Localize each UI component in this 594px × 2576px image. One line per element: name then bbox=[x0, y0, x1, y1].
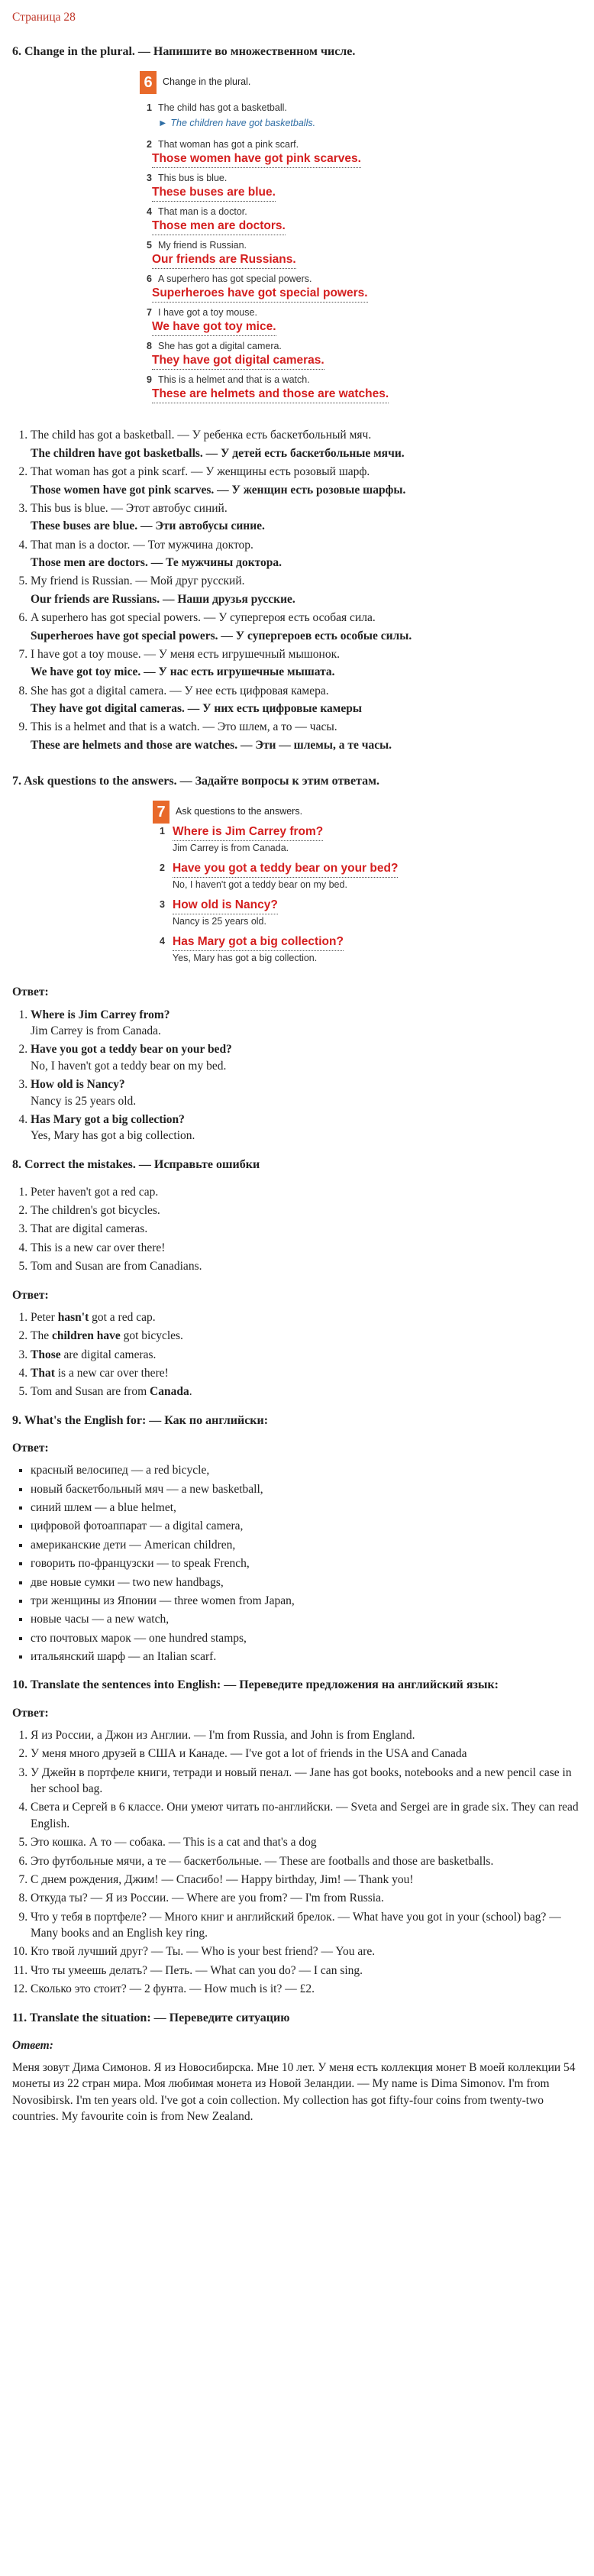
ex7-handwritten-question: Where is Jim Carrey from? bbox=[173, 824, 323, 840]
ex7-item-answer: Yes, Mary has got a big collection. bbox=[31, 1129, 195, 1143]
ex10-list bbox=[12, 1727, 583, 1998]
ex8-answer-list bbox=[12, 1309, 583, 1400]
ex6-item bbox=[31, 537, 583, 571]
ex6-item-answer: Those women have got pink scarves. — У женщин есть розовые шарфы. bbox=[31, 483, 406, 497]
ex8-answer-pre: Tom and Susan are from bbox=[31, 1385, 150, 1399]
ex7-book-answer: Nancy is 25 years old. bbox=[173, 916, 266, 927]
ex6-book-title: Change in the plural. bbox=[163, 76, 251, 88]
ex6-handwritten-answer: These buses are blue. bbox=[152, 184, 276, 201]
ex6-handwritten-answer: Superheroes have got special powers. bbox=[152, 285, 368, 302]
ex8-answer-label: Ответ: bbox=[12, 1288, 49, 1302]
ex8-answer-post: got bicycles. bbox=[120, 1329, 183, 1343]
ex9-item: ▪ сто почтовых марок — one hundred stamps, bbox=[31, 1630, 583, 1646]
ex10-item: 2. У меня много друзей в США и Канаде. — I've got a lot of friends in the USA and Canada bbox=[31, 1746, 583, 1762]
ex10-item: 6. Это футбольные мячи, а те — баскетбольные. — These are footballs and those are basketballs. bbox=[31, 1853, 583, 1869]
ex6-book-item-number: 5 bbox=[147, 240, 152, 251]
ex7-item-question: 2. Have you got a teddy bear on your bed? bbox=[31, 1043, 232, 1057]
ex7-book-item-number bbox=[153, 862, 171, 875]
ex7-item bbox=[31, 1112, 583, 1144]
ex6-book-item-number: 6 bbox=[147, 273, 152, 285]
ex7-book-item-number bbox=[153, 935, 171, 948]
ex10-item: 4. Света и Сергей в 6 классе. Они умеют читать по-английски. — Sveta and Sergei are in grade six. They can read English. bbox=[31, 1799, 583, 1832]
ex6-handwritten-answer: Those women have got pink scarves. bbox=[152, 150, 361, 167]
ex7-item-question: 4. Has Mary got a big collection? bbox=[31, 1112, 185, 1126]
ex6-item-line: 3. This bus is blue. — Этот автобус синий. bbox=[31, 501, 228, 515]
ex7-list bbox=[12, 1007, 583, 1144]
ex6-handwritten-answer: They have got digital cameras. bbox=[152, 352, 324, 369]
ex9-heading: 9. What's the English for: — Как по английски: bbox=[12, 1413, 269, 1427]
ex8-answer-item bbox=[31, 1309, 583, 1325]
ex6-item bbox=[31, 464, 583, 498]
ex7-book-number: 2 bbox=[160, 862, 165, 874]
ex6-item-answer: Our friends are Russians. — Наши друзья русские. bbox=[31, 592, 295, 606]
ex10-item: 5. Это кошка. А то — собака. — This is a cat and that's a dog bbox=[31, 1834, 583, 1850]
ex8-item: 4. This is a new car over there! bbox=[31, 1240, 583, 1256]
ex6-item bbox=[31, 427, 583, 461]
ex9-item: ▪ три женщины из Японии — three women from Japan, bbox=[31, 1593, 583, 1609]
ex10-item: 3. У Джейн в портфеле книги, тетради и новый пенал. — Jane has got books, notebooks and a new pencil case in her school bag. bbox=[31, 1765, 583, 1798]
ex9-item: ▪ цифровой фотоаппарат — a digital camera, bbox=[31, 1518, 583, 1534]
ex7-item-question: 3. How old is Nancy? bbox=[31, 1078, 125, 1092]
ex6-book-item bbox=[140, 239, 247, 252]
ex6-book-item bbox=[140, 172, 227, 185]
ex6-book-item-number: 8 bbox=[147, 341, 152, 352]
ex6-book-item-text: My friend is Russian. bbox=[158, 240, 247, 251]
ex6-heading: 6. Change in the plural. — Напишите во множественном числе. bbox=[12, 45, 356, 59]
ex7-book-number: 4 bbox=[160, 936, 165, 947]
ex6-book-item-1: 1 The child has got a basketball. bbox=[147, 102, 287, 114]
ex7-item-answer: No, I haven't got a teddy bear on my bed. bbox=[31, 1059, 227, 1073]
ex9-item: ▪ синий шлем — a blue helmet, bbox=[31, 1500, 583, 1516]
ex8-item: 2. The children's got bicycles. bbox=[31, 1202, 583, 1218]
ex8-answer-correction: Canada bbox=[150, 1385, 189, 1399]
ex8-answer-post: is a new car over there! bbox=[54, 1367, 169, 1380]
ex7-book-answer: No, I haven't got a teddy bear on my bed. bbox=[173, 879, 347, 891]
ex9-item: ▪ говорить по-французски — to speak French, bbox=[31, 1555, 583, 1571]
ex7-item bbox=[31, 1007, 583, 1040]
ex7-item bbox=[31, 1041, 583, 1074]
ex7-item-answer: Jim Carrey is from Canada. bbox=[31, 1024, 161, 1038]
ex11-heading: 11. Translate the situation: — Переведите ситуацию bbox=[12, 2011, 290, 2024]
ex6-book-item bbox=[140, 138, 299, 151]
ex7-book-item-number bbox=[153, 898, 171, 911]
ex10-item: 8. Откуда ты? — Я из России. — Where are you from? — I'm from Russia. bbox=[31, 1890, 583, 1906]
ex8-answer-post: . bbox=[189, 1385, 192, 1399]
ex7-book-number: 3 bbox=[160, 899, 165, 911]
ex7-item-question: 1. Where is Jim Carrey from? bbox=[31, 1008, 170, 1021]
ex7-answer-label: Ответ: bbox=[12, 985, 49, 999]
ex7-item-answer: Nancy is 25 years old. bbox=[31, 1094, 137, 1108]
ex6-item-line: 7. I have got a toy mouse. — У меня есть игрушечный мышонок. bbox=[31, 647, 340, 661]
ex6-item-line: 8. She has got a digital camera. — У нее есть цифровая камера. bbox=[31, 684, 329, 697]
ex7-book-number: 1 bbox=[160, 826, 165, 837]
ex6-item bbox=[31, 646, 583, 681]
ex6-item-answer: These are helmets and those are watches. — Эти — шлемы, а те часы. bbox=[31, 738, 392, 752]
ex8-answer-pre: Peter bbox=[31, 1310, 58, 1324]
ex9-item: ▪ американские дети — American children, bbox=[31, 1537, 583, 1553]
ex10-item: 11. Что ты умеешь делать? — Петь. — What can you do? — I can sing. bbox=[31, 1963, 583, 1979]
ex6-textbook-panel bbox=[140, 71, 468, 413]
ex7-number-badge: 7 bbox=[153, 801, 169, 824]
ex8-answer-post: got a red cap. bbox=[89, 1310, 156, 1324]
ex6-item bbox=[31, 610, 583, 644]
ex8-list bbox=[12, 1184, 583, 1275]
ex6-book-item-text: A superhero has got special powers. bbox=[158, 273, 312, 285]
ex6-book-item bbox=[140, 374, 310, 387]
ex9-item: ▪ итальянский шарф — an Italian scarf. bbox=[31, 1649, 583, 1665]
ex10-item: 1. Я из России, а Джон из Англии. — I'm from Russia, and John is from England. bbox=[31, 1727, 583, 1743]
ex6-handwritten-answer: Those men are doctors. bbox=[152, 218, 286, 235]
ex9-list bbox=[12, 1462, 583, 1665]
ex9-answer-label: Ответ: bbox=[12, 1441, 49, 1455]
page-label: Страница 28 bbox=[12, 11, 76, 24]
ex6-handwritten-answer: We have got toy mice. bbox=[152, 319, 276, 335]
ex7-book-title: Ask questions to the answers. bbox=[176, 806, 303, 817]
ex10-item: 9. Что у тебя в портфеле? — Много книг и английский брелок. — What have you got in your (school) bag? — Many books and an English key ring. bbox=[31, 1909, 583, 1942]
ex8-answer-item bbox=[31, 1383, 583, 1400]
ex6-book-item-number: 7 bbox=[147, 307, 152, 319]
ex6-book-item-text: I have got a toy mouse. bbox=[158, 307, 257, 319]
ex8-item: 5. Tom and Susan are from Canadians. bbox=[31, 1258, 583, 1274]
ex6-textbook-image bbox=[12, 71, 583, 413]
ex6-item-line: 1. The child has got a basketball. — У ребенка есть баскетбольный мяч. bbox=[31, 429, 372, 442]
ex8-answer-item bbox=[31, 1347, 583, 1363]
ex6-book-item bbox=[140, 205, 247, 218]
ex6-book-item-number: 3 bbox=[147, 173, 152, 184]
ex6-book-item bbox=[140, 306, 257, 319]
ex6-book-item-number: 2 bbox=[147, 139, 152, 150]
ex11-text: Меня зовут Дима Симонов. Я из Новосибирска. Мне 10 лет. У меня есть коллекция монет В моей коллекции 54 монеты из 22 стран мира. Моя любимая монета из Новой Зеландии. — My name is Dima Simonov. I'm from Novosibirsk. I'm ten years old. I've got a coin collection. My collection has got fifty-four coins from twenty-two countries. My favourite coin is from New Zealand. bbox=[12, 2060, 576, 2124]
ex11-answer-label: Ответ: bbox=[12, 2038, 53, 2052]
ex7-heading: 7. Ask questions to the answers. — Задайте вопросы к этим ответам. bbox=[12, 775, 379, 788]
ex8-item: 1. Peter haven't got a red cap. bbox=[31, 1184, 583, 1200]
ex8-answer-item bbox=[31, 1328, 583, 1344]
ex6-handwritten-answer: Our friends are Russians. bbox=[152, 251, 296, 268]
ex7-handwritten-question: How old is Nancy? bbox=[173, 897, 278, 914]
ex6-book-example: ► The children have got basketballs. bbox=[158, 118, 316, 129]
ex6-book-item-text: That man is a doctor. bbox=[158, 206, 247, 218]
ex8-answer-correction: children have bbox=[51, 1329, 121, 1343]
ex6-handwritten-answer: These are helmets and those are watches. bbox=[152, 386, 389, 403]
ex7-item bbox=[31, 1076, 583, 1109]
ex6-item bbox=[31, 719, 583, 753]
ex6-item-line: 9. This is a helmet and that is a watch. — Это шлем, а то — часы. bbox=[31, 720, 337, 734]
ex6-book-item-text: This bus is blue. bbox=[158, 173, 228, 184]
ex10-item: 12. Сколько это стоит? — 2 фунта. — How much is it? — £2. bbox=[31, 1981, 583, 1997]
ex7-textbook-panel bbox=[153, 801, 443, 970]
ex6-item-line: 4. That man is a doctor. — Тот мужчина доктор. bbox=[31, 538, 253, 552]
ex8-answer-post: are digital cameras. bbox=[60, 1348, 157, 1361]
ex6-book-item-text: This is a helmet and that is a watch. bbox=[158, 374, 310, 386]
ex6-book-item-number: 4 bbox=[147, 206, 152, 218]
ex6-book-item-text: She has got a digital camera. bbox=[158, 341, 282, 352]
ex8-item: 3. That are digital cameras. bbox=[31, 1221, 583, 1237]
ex6-item-answer: They have got digital cameras. — У них есть цифровые камеры bbox=[31, 702, 362, 716]
ex9-item: ▪ новые часы — a new watch, bbox=[31, 1611, 583, 1627]
ex6-book-item bbox=[140, 273, 312, 286]
ex8-heading: 8. Correct the mistakes. — Исправьте ошибки bbox=[12, 1157, 260, 1171]
ex6-book-item-number: 9 bbox=[147, 374, 152, 386]
ex6-item bbox=[31, 500, 583, 535]
ex8-answer-correction: hasn't bbox=[57, 1310, 89, 1324]
ex6-book-item bbox=[140, 340, 282, 353]
ex10-answer-label: Ответ: bbox=[12, 1706, 49, 1720]
ex6-book-item-text: That woman has got a pink scarf. bbox=[158, 139, 299, 150]
ex6-item-line: 2. That woman has got a pink scarf. — У женщины есть розовый шарф. bbox=[31, 465, 370, 479]
ex7-book-answer: Yes, Mary has got a big collection. bbox=[173, 953, 318, 964]
ex6-item bbox=[31, 683, 583, 717]
ex10-item: 10. Кто твой лучший друг? — Ты. — Who is your best friend? — You are. bbox=[31, 1943, 583, 1960]
ex9-item: ▪ новый баскетбольный мяч — a new basketball, bbox=[31, 1481, 583, 1497]
ex6-number-badge: 6 bbox=[140, 71, 157, 94]
ex8-answer-correction: That bbox=[31, 1367, 55, 1380]
ex8-answer-pre: The bbox=[31, 1329, 52, 1343]
ex9-item: ▪ две новые сумки — two new handbags, bbox=[31, 1574, 583, 1591]
ex6-item-line: 5. My friend is Russian. — Мой друг русский. bbox=[31, 574, 245, 588]
ex6-item-answer: Superheroes have got special powers. — У супергероев есть особые силы. bbox=[31, 629, 412, 642]
ex8-answer-item bbox=[31, 1365, 583, 1381]
ex7-book-item-number bbox=[153, 825, 171, 838]
ex6-item-answer: These buses are blue. — Эти автобусы синие. bbox=[31, 519, 265, 533]
ex9-item: ▪ красный велосипед — a red bicycle, bbox=[31, 1462, 583, 1478]
ex6-item-answer: We have got toy mice. — У нас есть игрушечные мышата. bbox=[31, 665, 335, 679]
ex7-handwritten-question: Have you got a teddy bear on your bed? bbox=[173, 860, 398, 877]
ex10-heading: 10. Translate the sentences into English: — Переведите предложения на английский язык: bbox=[12, 1678, 499, 1692]
ex6-list bbox=[12, 427, 583, 753]
ex7-textbook-image bbox=[12, 801, 583, 970]
ex6-item-answer: Those men are doctors. — Те мужчины доктора. bbox=[31, 556, 282, 570]
ex10-item: 7. С днем рождения, Джим! — Спасибо! — Happy birthday, Jim! — Thank you! bbox=[31, 1872, 583, 1888]
ex7-book-answer: Jim Carrey is from Canada. bbox=[173, 843, 289, 854]
ex6-item bbox=[31, 573, 583, 607]
ex6-item-answer: The children have got basketballs. — У детей есть баскетбольные мячи. bbox=[31, 446, 405, 460]
ex7-handwritten-question: Has Mary got a big collection? bbox=[173, 934, 344, 950]
ex6-item-line: 6. A superhero has got special powers. — У супергероя есть особая сила. bbox=[31, 611, 376, 625]
ex8-answer-correction: Those bbox=[31, 1348, 61, 1361]
